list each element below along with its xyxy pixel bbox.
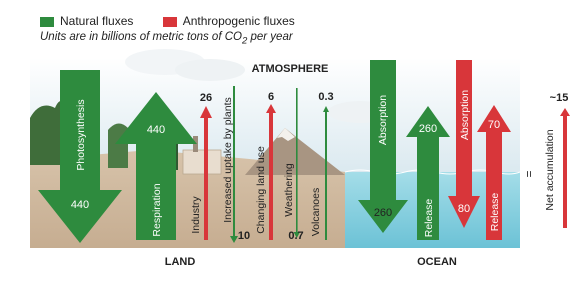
- factory: [183, 150, 221, 174]
- cloud: [175, 59, 245, 81]
- volcanoes-value: 0.3: [318, 91, 334, 103]
- ocean-absorption-value: 260: [373, 207, 393, 219]
- land-label: LAND: [164, 256, 196, 268]
- units-suffix: per year: [247, 31, 293, 43]
- industry-label: Industry: [190, 196, 202, 234]
- net-accumulation-label: Net accumulation: [544, 129, 556, 211]
- ocean-label: OCEAN: [417, 256, 457, 268]
- weathering-value: 0.7: [288, 230, 304, 242]
- land-use-label: Changing land use: [255, 146, 267, 234]
- weathering-label: Weathering: [283, 163, 295, 217]
- atmosphere-label: ATMOSPHERE: [251, 63, 329, 75]
- units-prefix: Units are in billions of metric tons of CO: [40, 31, 242, 43]
- photosynthesis-label: Photosynthesis: [75, 99, 87, 171]
- ocean-absorption-label: Absorption: [377, 94, 389, 146]
- legend-anthropogenic-label: Anthropogenic fluxes: [182, 14, 295, 28]
- ocean-release-label: Release: [423, 198, 435, 238]
- anthro-absorption-value: 80: [457, 203, 471, 215]
- units-subscript: 2: [241, 35, 248, 47]
- plants-uptake-value: 10: [237, 230, 251, 242]
- volcanoes-label: Volcanoes: [310, 187, 322, 237]
- ocean-release-value: 260: [418, 123, 438, 135]
- industry-value: 26: [199, 92, 213, 104]
- land-use-value: 6: [267, 91, 275, 103]
- respiration-label: Respiration: [151, 183, 163, 237]
- photosynthesis-value: 440: [70, 199, 90, 211]
- respiration-value: 440: [146, 124, 166, 136]
- legend-natural-label: Natural fluxes: [60, 14, 134, 28]
- anthro-release-label: Release: [489, 192, 501, 232]
- plants-uptake-label: Increased uptake by plants: [222, 97, 234, 223]
- anthro-absorption-label: Absorption: [459, 89, 471, 141]
- net-accumulation-value: ~15: [549, 92, 569, 104]
- net-accumulation-arrow: [560, 108, 570, 228]
- equals-sign: =: [522, 170, 536, 178]
- anthro-release-value: 70: [487, 119, 501, 131]
- forest: [108, 123, 128, 168]
